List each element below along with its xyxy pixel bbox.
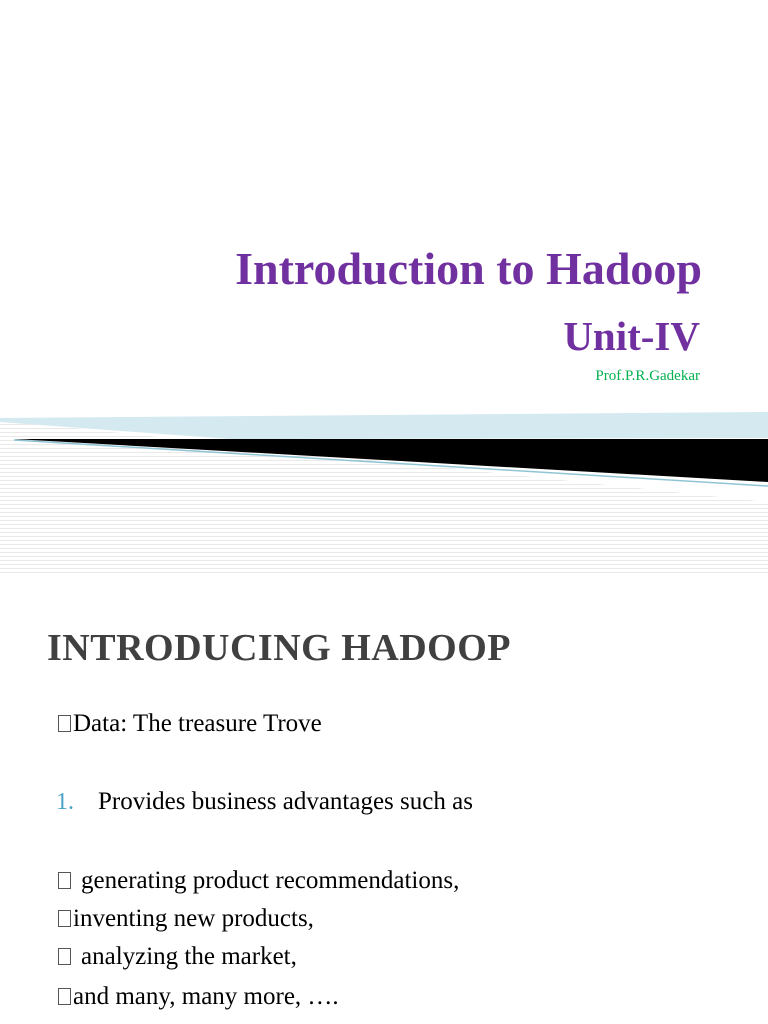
bullet-box-icon — [58, 872, 71, 889]
slide-subtitle: Unit-IV — [563, 313, 700, 359]
numbered-item-text: Provides business advantages such as — [98, 788, 473, 815]
sub-bullet-text: analyzing the market, — [81, 943, 297, 970]
bullet-box-icon — [58, 910, 71, 927]
sub-bullet-2 — [58, 906, 314, 931]
content-slide — [0, 576, 768, 1024]
bullet-text: Data: The treasure Trove — [73, 710, 322, 737]
slide-heading: INTRODUCING HADOOP — [47, 627, 511, 669]
sub-bullet-text: and many, many more, …. — [73, 983, 339, 1010]
sub-bullet-3 — [58, 944, 297, 969]
bullet-box-icon — [58, 948, 71, 965]
bullet-data-treasure — [58, 711, 322, 736]
sub-bullet-text: generating product recommendations, — [81, 867, 460, 894]
author-name: Prof.P.R.Gadekar — [595, 368, 700, 384]
list-number: 1. — [56, 789, 74, 815]
sub-bullet-4 — [58, 984, 339, 1009]
slide-title: Introduction to Hadoop — [235, 243, 702, 294]
sub-bullet-1 — [58, 868, 459, 893]
decorative-band — [0, 412, 768, 576]
bullet-box-icon — [58, 988, 71, 1005]
sub-bullet-text: inventing new products, — [73, 905, 314, 932]
bullet-box-icon — [58, 715, 71, 732]
